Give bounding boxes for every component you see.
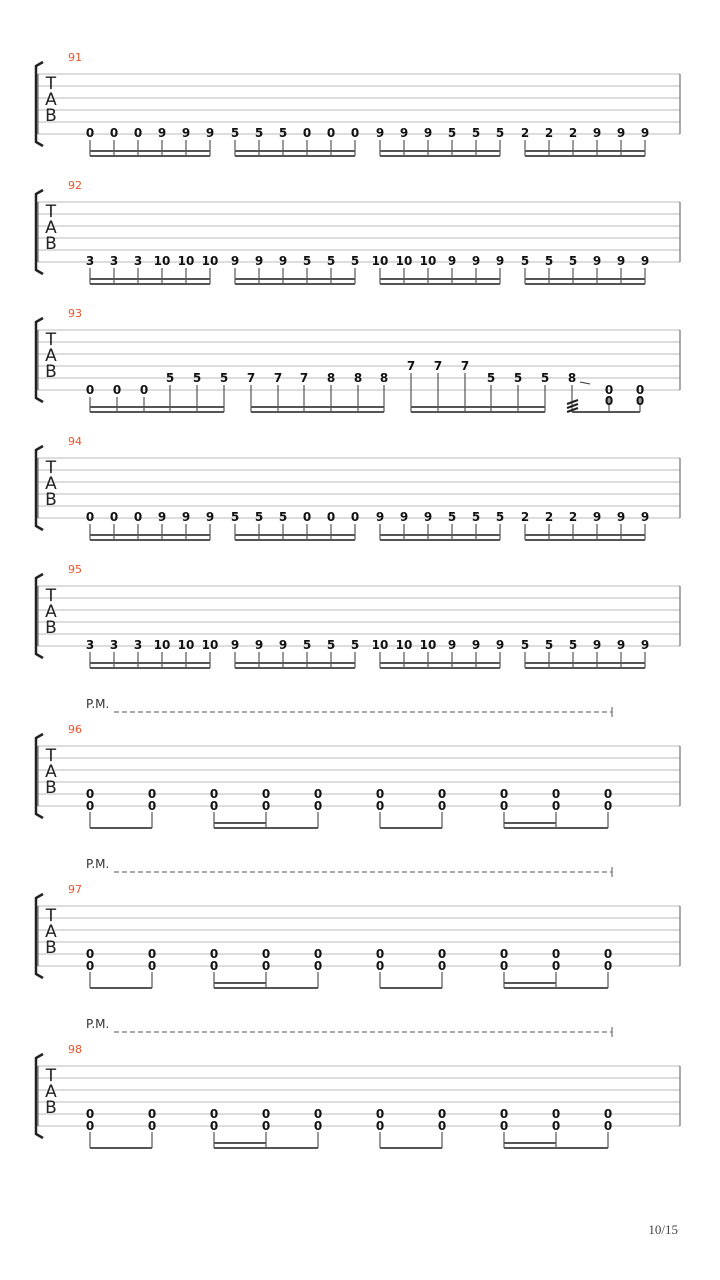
fret-number: 3 bbox=[85, 254, 95, 268]
fret-number: 5 bbox=[471, 510, 481, 524]
fret-number: 8 bbox=[379, 371, 389, 385]
tab-clef-letter: B bbox=[45, 618, 57, 638]
tab-clef-letter: A bbox=[45, 762, 57, 782]
fret-number: 5 bbox=[540, 371, 550, 385]
fret-number: 0 bbox=[85, 1119, 95, 1133]
fret-number: 7 bbox=[460, 359, 470, 373]
fret-number: 5 bbox=[568, 254, 578, 268]
fret-number: 5 bbox=[350, 638, 360, 652]
fret-number: 0 bbox=[209, 799, 219, 813]
system-bracket bbox=[36, 446, 43, 530]
fret-number: 9 bbox=[181, 510, 191, 524]
fret-number: 0 bbox=[147, 1107, 157, 1121]
tab-clef-letter: B bbox=[45, 938, 57, 958]
fret-number: 5 bbox=[544, 254, 554, 268]
page-number: 10/15 bbox=[648, 1222, 678, 1237]
fret-number: 5 bbox=[278, 126, 288, 140]
fret-number: 10 bbox=[395, 254, 413, 268]
fret-number: 8 bbox=[353, 371, 363, 385]
fret-number: 0 bbox=[209, 959, 219, 973]
tab-clef-letter: T bbox=[45, 586, 57, 606]
fret-number: 5 bbox=[486, 371, 496, 385]
fret-number: 0 bbox=[326, 510, 336, 524]
fret-number: 0 bbox=[604, 383, 614, 397]
slide-line bbox=[580, 382, 590, 384]
fret-number: 8 bbox=[567, 371, 577, 385]
fret-number: 0 bbox=[85, 1107, 95, 1121]
tab-clef-letter: T bbox=[45, 74, 57, 94]
fret-number: 9 bbox=[181, 126, 191, 140]
fret-number: 0 bbox=[499, 959, 509, 973]
fret-number: 0 bbox=[302, 510, 312, 524]
fret-number: 9 bbox=[230, 254, 240, 268]
fret-number: 9 bbox=[157, 510, 167, 524]
fret-number: 5 bbox=[219, 371, 229, 385]
fret-number: 0 bbox=[313, 787, 323, 801]
fret-number: 5 bbox=[230, 126, 240, 140]
fret-number: 0 bbox=[437, 947, 447, 961]
fret-number: 5 bbox=[471, 126, 481, 140]
palm-mute-label: P.M. bbox=[86, 1017, 110, 1031]
fret-number: 0 bbox=[635, 394, 645, 408]
fret-number: 9 bbox=[592, 510, 602, 524]
fret-number: 5 bbox=[192, 371, 202, 385]
fret-number: 0 bbox=[375, 799, 385, 813]
fret-number: 5 bbox=[495, 126, 505, 140]
fret-number: 5 bbox=[326, 254, 336, 268]
fret-number: 5 bbox=[165, 371, 175, 385]
fret-number: 0 bbox=[375, 959, 385, 973]
fret-number: 0 bbox=[551, 947, 561, 961]
fret-number: 0 bbox=[437, 959, 447, 973]
fret-number: 9 bbox=[447, 638, 457, 652]
fret-number: 0 bbox=[85, 126, 95, 140]
tab-clef-letter: T bbox=[45, 1066, 57, 1086]
fret-number: 9 bbox=[495, 638, 505, 652]
system-bracket bbox=[36, 574, 43, 658]
fret-number: 0 bbox=[437, 1119, 447, 1133]
fret-number: 0 bbox=[326, 126, 336, 140]
fret-number: 2 bbox=[544, 510, 554, 524]
tab-clef-letter: B bbox=[45, 490, 57, 510]
fret-number: 2 bbox=[568, 510, 578, 524]
fret-number: 9 bbox=[205, 510, 215, 524]
fret-number: 2 bbox=[568, 126, 578, 140]
fret-number: 0 bbox=[112, 383, 122, 397]
fret-number: 5 bbox=[302, 638, 312, 652]
tab-clef-letter: A bbox=[45, 346, 57, 366]
tab-clef-letter: T bbox=[45, 746, 57, 766]
tab-clef-letter: T bbox=[45, 458, 57, 478]
fret-number: 9 bbox=[254, 638, 264, 652]
fret-number: 3 bbox=[85, 638, 95, 652]
fret-number: 0 bbox=[350, 510, 360, 524]
fret-number: 0 bbox=[375, 1107, 385, 1121]
fret-number: 9 bbox=[399, 510, 409, 524]
fret-number: 0 bbox=[603, 1107, 613, 1121]
fret-number: 0 bbox=[261, 799, 271, 813]
tab-clef-letter: A bbox=[45, 602, 57, 622]
fret-number: 5 bbox=[254, 126, 264, 140]
tab-clef-letter: B bbox=[45, 362, 57, 382]
fret-number: 0 bbox=[603, 947, 613, 961]
fret-number: 5 bbox=[447, 510, 457, 524]
fret-number: 9 bbox=[592, 126, 602, 140]
tab-clef-letter: B bbox=[45, 1098, 57, 1118]
tab-clef-letter: A bbox=[45, 474, 57, 494]
fret-number: 10 bbox=[371, 254, 389, 268]
tab-clef-letter: T bbox=[45, 202, 57, 222]
fret-number: 9 bbox=[423, 126, 433, 140]
fret-number: 10 bbox=[177, 638, 195, 652]
measure-number: 92 bbox=[68, 179, 82, 192]
fret-number: 7 bbox=[406, 359, 416, 373]
fret-number: 2 bbox=[544, 126, 554, 140]
system-bracket bbox=[36, 734, 43, 818]
fret-number: 10 bbox=[395, 638, 413, 652]
fret-number: 3 bbox=[109, 254, 119, 268]
fret-number: 0 bbox=[604, 394, 614, 408]
fret-number: 0 bbox=[85, 947, 95, 961]
tab-clef-letter: T bbox=[45, 906, 57, 926]
fret-number: 0 bbox=[499, 1107, 509, 1121]
fret-number: 5 bbox=[520, 638, 530, 652]
fret-number: 5 bbox=[326, 638, 336, 652]
fret-number: 0 bbox=[85, 959, 95, 973]
fret-number: 5 bbox=[278, 510, 288, 524]
fret-number: 9 bbox=[205, 126, 215, 140]
system-bracket bbox=[36, 62, 43, 146]
fret-number: 0 bbox=[261, 1119, 271, 1133]
fret-number: 9 bbox=[375, 126, 385, 140]
system-bracket bbox=[36, 1054, 43, 1138]
fret-number: 5 bbox=[495, 510, 505, 524]
measure-number: 95 bbox=[68, 563, 82, 576]
fret-number: 7 bbox=[273, 371, 283, 385]
fret-number: 5 bbox=[302, 254, 312, 268]
fret-number: 0 bbox=[603, 799, 613, 813]
fret-number: 3 bbox=[133, 638, 143, 652]
fret-number: 0 bbox=[375, 1119, 385, 1133]
fret-number: 0 bbox=[261, 787, 271, 801]
fret-number: 9 bbox=[278, 638, 288, 652]
fret-number: 0 bbox=[261, 947, 271, 961]
fret-number: 0 bbox=[603, 787, 613, 801]
fret-number: 9 bbox=[640, 126, 650, 140]
fret-number: 0 bbox=[147, 959, 157, 973]
palm-mute-label: P.M. bbox=[86, 697, 110, 711]
fret-number: 9 bbox=[471, 254, 481, 268]
fret-number: 3 bbox=[109, 638, 119, 652]
tab-clef-letter: B bbox=[45, 106, 57, 126]
fret-number: 0 bbox=[147, 947, 157, 961]
fret-number: 0 bbox=[147, 1119, 157, 1133]
fret-number: 0 bbox=[499, 947, 509, 961]
measure-number: 97 bbox=[68, 883, 82, 896]
tab-clef-letter: A bbox=[45, 1082, 57, 1102]
measure-number: 91 bbox=[68, 51, 82, 64]
fret-number: 0 bbox=[209, 1107, 219, 1121]
fret-number: 10 bbox=[419, 254, 437, 268]
fret-number: 5 bbox=[350, 254, 360, 268]
fret-number: 9 bbox=[640, 638, 650, 652]
fret-number: 0 bbox=[85, 787, 95, 801]
fret-number: 2 bbox=[520, 510, 530, 524]
fret-number: 0 bbox=[261, 1107, 271, 1121]
tab-clef-letter: A bbox=[45, 922, 57, 942]
fret-number: 0 bbox=[313, 1107, 323, 1121]
fret-number: 9 bbox=[616, 510, 626, 524]
fret-number: 7 bbox=[433, 359, 443, 373]
fret-number: 10 bbox=[371, 638, 389, 652]
tab-clef-letter: A bbox=[45, 218, 57, 238]
fret-number: 0 bbox=[437, 799, 447, 813]
fret-number: 0 bbox=[109, 510, 119, 524]
fret-number: 0 bbox=[499, 1119, 509, 1133]
fret-number: 0 bbox=[437, 787, 447, 801]
fret-number: 0 bbox=[375, 787, 385, 801]
fret-number: 9 bbox=[157, 126, 167, 140]
fret-number: 0 bbox=[551, 1107, 561, 1121]
fret-number: 9 bbox=[616, 126, 626, 140]
fret-number: 0 bbox=[261, 959, 271, 973]
fret-number: 0 bbox=[109, 126, 119, 140]
fret-number: 0 bbox=[437, 1107, 447, 1121]
fret-number: 9 bbox=[592, 638, 602, 652]
fret-number: 0 bbox=[302, 126, 312, 140]
fret-number: 0 bbox=[147, 787, 157, 801]
fret-number: 0 bbox=[313, 1119, 323, 1133]
fret-number: 0 bbox=[313, 799, 323, 813]
tab-clef-letter: B bbox=[45, 234, 57, 254]
fret-number: 9 bbox=[230, 638, 240, 652]
fret-number: 9 bbox=[616, 638, 626, 652]
fret-number: 0 bbox=[603, 959, 613, 973]
fret-number: 0 bbox=[635, 383, 645, 397]
fret-number: 9 bbox=[495, 254, 505, 268]
fret-number: 0 bbox=[551, 1119, 561, 1133]
fret-number: 10 bbox=[153, 254, 171, 268]
fret-number: 0 bbox=[499, 799, 509, 813]
fret-number: 0 bbox=[147, 799, 157, 813]
fret-number: 10 bbox=[201, 638, 219, 652]
measure-number: 94 bbox=[68, 435, 82, 448]
fret-number: 9 bbox=[447, 254, 457, 268]
fret-number: 0 bbox=[139, 383, 149, 397]
fret-number: 0 bbox=[603, 1119, 613, 1133]
fret-number: 9 bbox=[399, 126, 409, 140]
fret-number: 0 bbox=[133, 126, 143, 140]
fret-number: 5 bbox=[513, 371, 523, 385]
fret-number: 9 bbox=[423, 510, 433, 524]
fret-number: 0 bbox=[209, 787, 219, 801]
system-bracket bbox=[36, 318, 43, 402]
system-bracket bbox=[36, 190, 43, 274]
fret-number: 5 bbox=[544, 638, 554, 652]
fret-number: 5 bbox=[447, 126, 457, 140]
fret-number: 0 bbox=[350, 126, 360, 140]
fret-number: 2 bbox=[520, 126, 530, 140]
fret-number: 7 bbox=[299, 371, 309, 385]
palm-mute-label: P.M. bbox=[86, 857, 110, 871]
fret-number: 9 bbox=[254, 254, 264, 268]
fret-number: 0 bbox=[85, 510, 95, 524]
fret-number: 10 bbox=[419, 638, 437, 652]
fret-number: 0 bbox=[313, 947, 323, 961]
fret-number: 0 bbox=[551, 959, 561, 973]
measure-number: 93 bbox=[68, 307, 82, 320]
fret-number: 0 bbox=[209, 947, 219, 961]
fret-number: 9 bbox=[278, 254, 288, 268]
fret-number: 9 bbox=[640, 510, 650, 524]
tab-clef-letter: A bbox=[45, 90, 57, 110]
fret-number: 0 bbox=[313, 959, 323, 973]
fret-number: 7 bbox=[246, 371, 256, 385]
fret-number: 9 bbox=[375, 510, 385, 524]
fret-number: 0 bbox=[85, 383, 95, 397]
fret-number: 5 bbox=[520, 254, 530, 268]
fret-number: 0 bbox=[499, 787, 509, 801]
fret-number: 0 bbox=[551, 787, 561, 801]
fret-number: 9 bbox=[471, 638, 481, 652]
fret-number: 10 bbox=[177, 254, 195, 268]
fret-number: 9 bbox=[640, 254, 650, 268]
tab-clef-letter: B bbox=[45, 778, 57, 798]
fret-number: 5 bbox=[568, 638, 578, 652]
fret-number: 0 bbox=[85, 799, 95, 813]
fret-number: 5 bbox=[254, 510, 264, 524]
fret-number: 0 bbox=[133, 510, 143, 524]
fret-number: 0 bbox=[375, 947, 385, 961]
fret-number: 3 bbox=[133, 254, 143, 268]
fret-number: 10 bbox=[201, 254, 219, 268]
fret-number: 9 bbox=[616, 254, 626, 268]
fret-number: 5 bbox=[230, 510, 240, 524]
measure-number: 96 bbox=[68, 723, 82, 736]
measure-number: 98 bbox=[68, 1043, 82, 1056]
fret-number: 8 bbox=[326, 371, 336, 385]
system-bracket bbox=[36, 894, 43, 978]
fret-number: 9 bbox=[592, 254, 602, 268]
fret-number: 10 bbox=[153, 638, 171, 652]
fret-number: 0 bbox=[551, 799, 561, 813]
tab-clef-letter: T bbox=[45, 330, 57, 350]
fret-number: 0 bbox=[209, 1119, 219, 1133]
